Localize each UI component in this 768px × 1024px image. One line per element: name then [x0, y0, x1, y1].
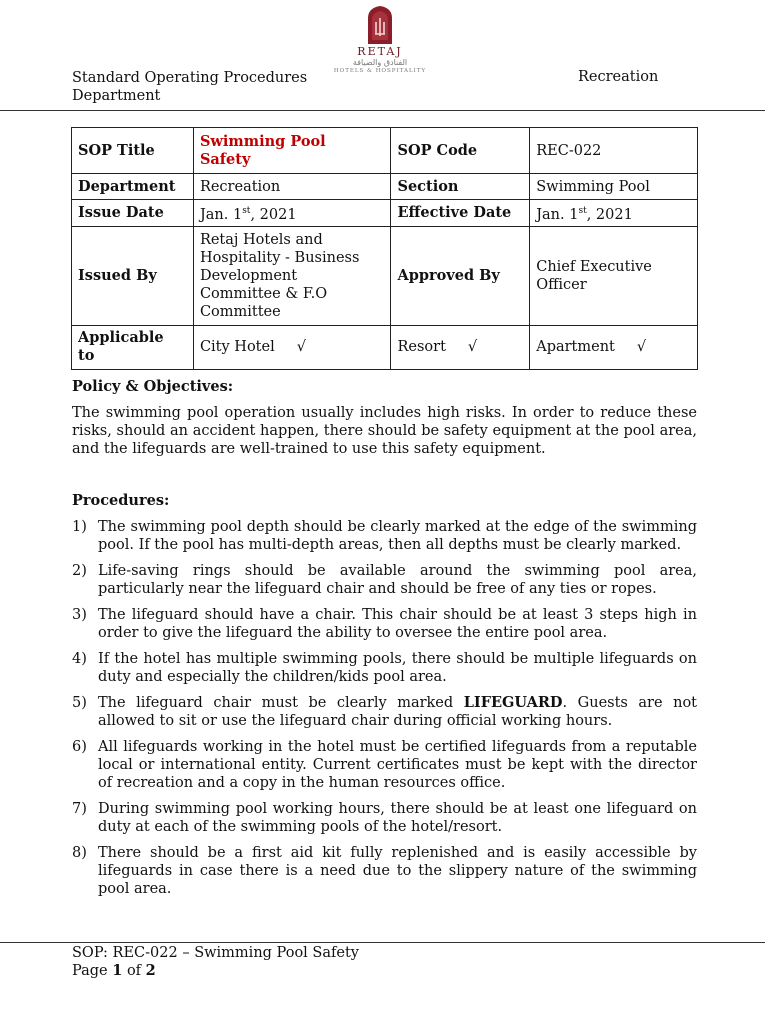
list-item: [72, 800, 697, 836]
apartment-label: Apartment: [536, 339, 615, 356]
list-item: [72, 694, 697, 730]
approved-by-line: Officer: [536, 276, 587, 293]
item-text: The swimming pool depth should be clearly marked at the edge of the swimming pool. If the pool has multi-depth areas, then all depths must be clearly marked.: [98, 519, 697, 553]
issue-date-day: Jan. 1: [199, 206, 243, 223]
item-text: . Guests are not allowed to sit or use the lifeguard chair during official working hours.: [98, 695, 698, 729]
sop-info-table: [71, 127, 698, 370]
logo-arabic: الفنادق والضيافة: [352, 58, 408, 67]
applicable-city-hotel: [193, 325, 391, 369]
item-text: The lifeguard should have a chair. This chair should be at least 3 steps high in order to give the lifeguard the ability to oversee the entire pool area.: [98, 607, 697, 641]
page-number: 1: [112, 962, 123, 979]
item-text: During swimming pool working hours, there should be at least one lifeguard on duty at each of the swimming pools of the hotel/resort.: [98, 801, 697, 835]
effective-date-value: [530, 200, 698, 227]
applicable-resort: [391, 325, 530, 369]
effective-date-suffix: st: [578, 206, 587, 216]
footer-rule: [0, 942, 765, 943]
footer: [72, 944, 359, 980]
checkmark-icon: √: [467, 339, 478, 356]
issued-by-line: Hospitality - Business: [199, 249, 360, 266]
issued-by-line: Committee & F.O: [199, 285, 328, 302]
policy-text: The swimming pool operation usually includes high risks. In order to reduce these risks, should an accident happen, there should be safety equipment at the pool area, and the lifeguards are well-trained to use this safety equipment.: [72, 405, 697, 457]
applicable-label-line: to: [78, 347, 95, 365]
list-item: [72, 606, 697, 642]
table-row: [72, 174, 698, 200]
sop-title-line: Swimming Pool: [199, 132, 326, 150]
applicable-label-line: Applicable: [78, 329, 164, 347]
item-number: 2): [72, 563, 87, 579]
item-number: 7): [72, 801, 87, 817]
list-item: [72, 518, 697, 554]
header-rule: [0, 110, 765, 111]
item-number: 5): [72, 695, 87, 711]
section-label: Section: [391, 174, 530, 200]
item-number: 4): [72, 651, 87, 667]
section-value: Swimming Pool: [530, 174, 698, 200]
checkmark-icon: √: [296, 339, 306, 356]
header-right: Recreation: [578, 69, 659, 85]
issue-date-label: Issue Date: [72, 200, 194, 227]
applicable-label: [72, 325, 194, 369]
footer-sop: SOP: REC-022 – Swimming Pool Safety: [72, 945, 359, 961]
issue-date-value: [193, 200, 391, 227]
of-word: of: [126, 963, 142, 979]
crown-emblem-icon: [365, 4, 395, 46]
page-total: 2: [145, 962, 156, 979]
item-text: Life-saving rings should be available around the swimming pool area, particularly near the lifeguard chair and should be free of any ties or ropes.: [98, 563, 697, 597]
policy-heading: Policy & Objectives:: [72, 378, 234, 395]
sop-title-value: [193, 128, 391, 174]
page-word: Page: [72, 963, 108, 979]
item-number: 6): [72, 739, 87, 755]
footer-page: [72, 962, 359, 980]
header-title: Standard Operating Procedures: [72, 70, 308, 86]
retaj-logo: [332, 4, 428, 74]
sop-code-label: SOP Code: [391, 128, 530, 174]
item-number: 3): [72, 607, 87, 623]
table-row: [72, 325, 698, 369]
item-number: 8): [72, 845, 87, 861]
header-department: Department: [72, 88, 161, 104]
item-text: All lifeguards working in the hotel must be certified lifeguards from a reputable local or international entity. Current certificates must be kept with the director of recreation and a copy in the human resources office.: [98, 739, 697, 791]
sop-title-label: SOP Title: [72, 128, 194, 174]
procedures-heading: Procedures:: [72, 492, 170, 509]
item-bold-text: LIFEGUARD: [463, 694, 563, 711]
issued-by-line: Development: [199, 267, 298, 284]
issued-by-line: Retaj Hotels and: [199, 231, 323, 248]
logo-brand: RETAJ: [357, 45, 403, 58]
logo-subtitle: HOTELS & HOSPITALITY: [333, 68, 427, 74]
approved-by-value: [530, 226, 698, 325]
issued-by-label: Issued By: [72, 226, 194, 325]
department-value: Recreation: [193, 174, 391, 200]
approved-by-line: Chief Executive: [536, 258, 652, 275]
item-text: The lifeguard chair must be clearly marked: [98, 695, 464, 711]
procedures-list: [72, 518, 697, 906]
item-number: 1): [72, 519, 87, 535]
effective-date-year: , 2021: [586, 206, 633, 223]
issued-by-line: Committee: [199, 303, 281, 320]
issued-by-value: [193, 226, 391, 325]
applicable-apartment: [530, 325, 698, 369]
item-text: There should be a first aid kit fully replenished and is easily accessible by lifeguards in case there is a need due to the slippery nature of the swimming pool area.: [98, 845, 697, 897]
effective-date-label: Effective Date: [391, 200, 530, 227]
list-item: [72, 650, 697, 686]
item-text: If the hotel has multiple swimming pools, there should be multiple lifeguards on duty and especially the children/kids pool area.: [98, 651, 697, 685]
approved-by-label: Approved By: [391, 226, 530, 325]
table-row: [72, 226, 698, 325]
department-label: Department: [72, 174, 194, 200]
table-row: [72, 200, 698, 227]
table-row: [72, 128, 698, 174]
effective-date-day: Jan. 1: [536, 206, 579, 223]
checkmark-icon: √: [636, 339, 647, 356]
list-item: [72, 738, 697, 792]
sop-title-line: Safety: [199, 150, 251, 168]
list-item: [72, 844, 697, 898]
city-hotel-label: City Hotel: [199, 339, 275, 356]
resort-label: Resort: [397, 339, 446, 356]
issue-date-year: , 2021: [250, 206, 297, 223]
issue-date-suffix: st: [242, 206, 251, 216]
header-left: [72, 69, 307, 105]
list-item: [72, 562, 697, 598]
sop-code-value: REC-022: [530, 128, 698, 174]
